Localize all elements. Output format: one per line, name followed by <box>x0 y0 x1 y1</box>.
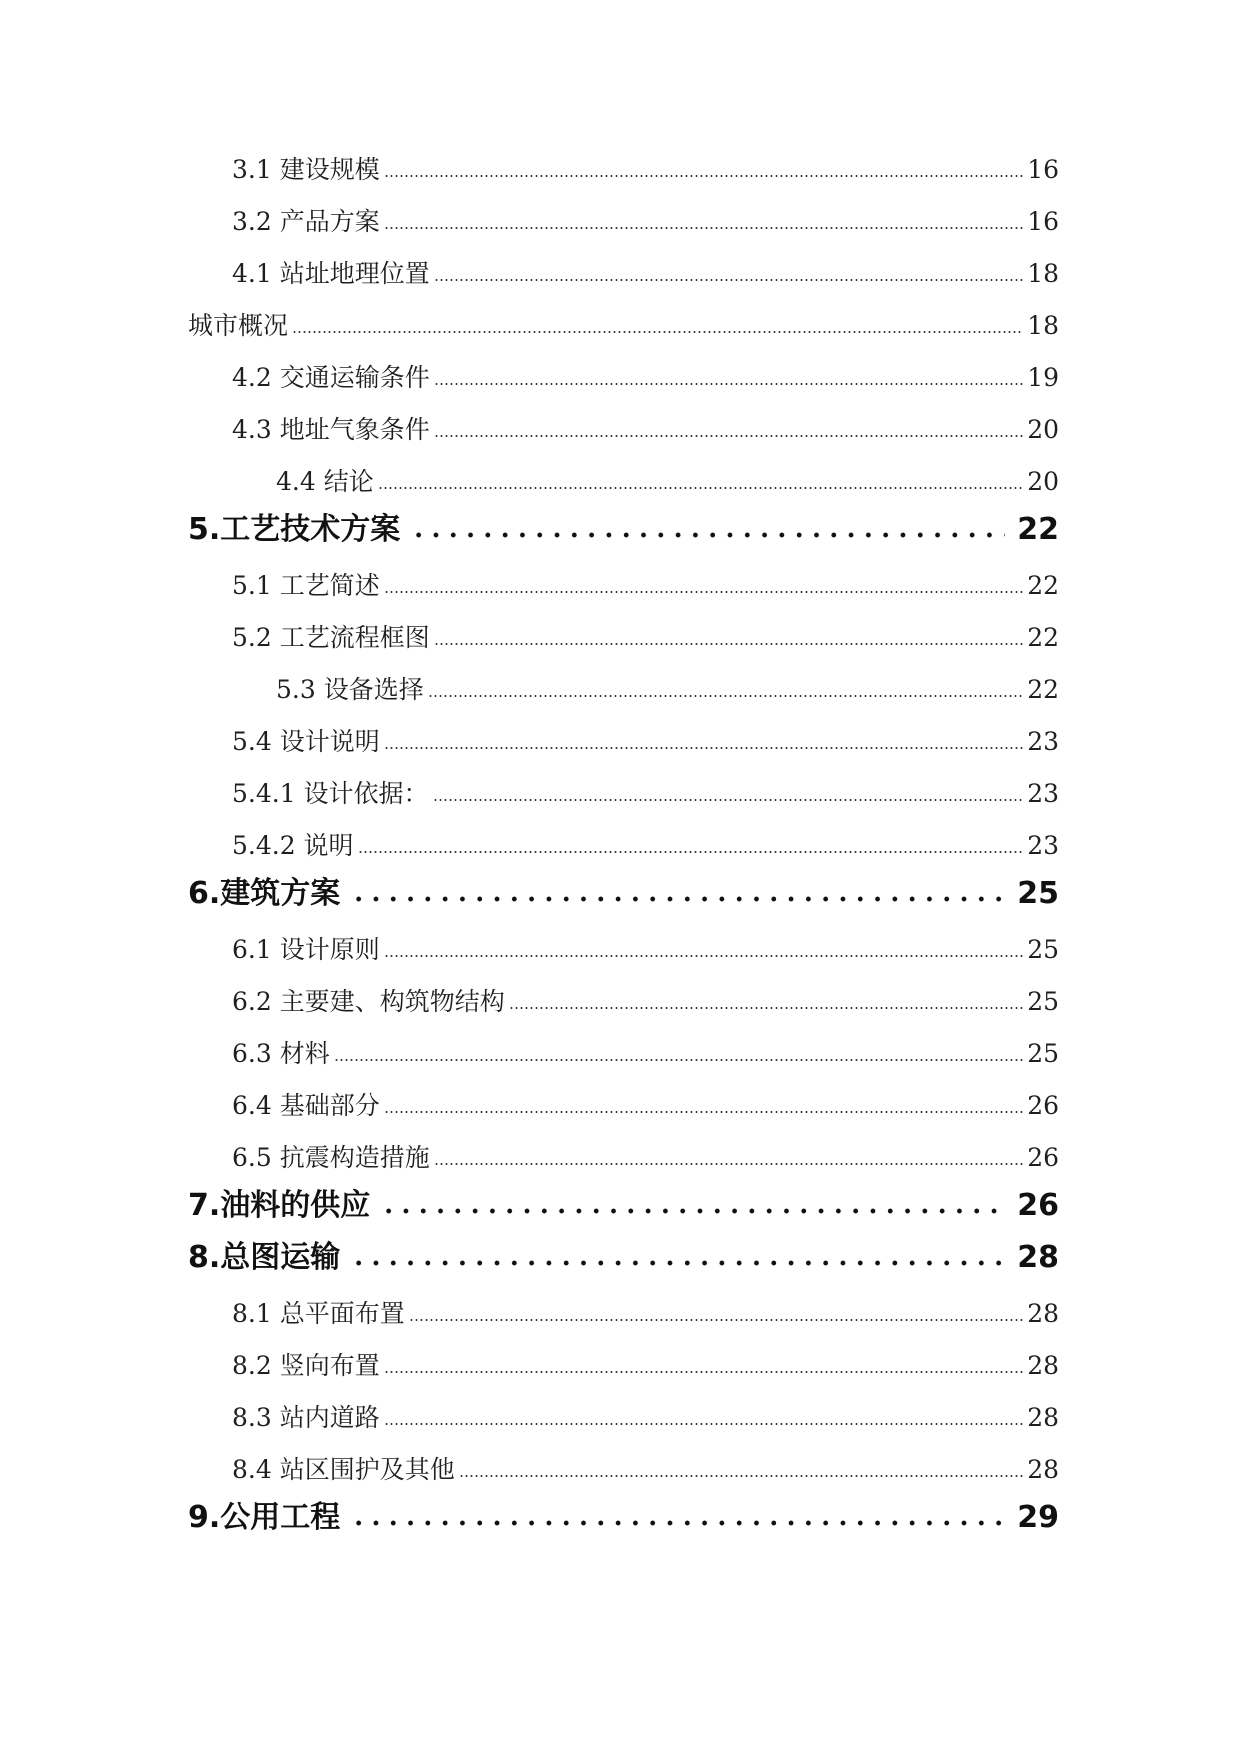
toc-chapter-entry[interactable] <box>188 1496 1059 1536</box>
dot-leader <box>350 1519 1005 1527</box>
toc-entry[interactable] <box>232 405 1059 445</box>
toc-entry-page: 22 <box>1027 571 1059 600</box>
toc-entry[interactable] <box>232 1289 1059 1329</box>
toc-entry-title: 9.公用工程 <box>188 1500 341 1535</box>
toc-entry-title: 5.1 工艺简述 <box>232 571 380 600</box>
toc-entry-page: 28 <box>1027 1403 1059 1432</box>
toc-entry[interactable] <box>232 717 1059 757</box>
toc-entry[interactable] <box>232 197 1059 237</box>
toc-entry-page: 26 <box>1017 1188 1059 1223</box>
toc-entry-title: 3.1 建设规模 <box>232 155 380 184</box>
toc-entry-page: 19 <box>1027 363 1059 392</box>
toc-entry-title: 4.4 结论 <box>276 467 374 496</box>
toc-entry-title: 8.2 竖向布置 <box>232 1351 380 1380</box>
toc-entry-page: 22 <box>1027 623 1059 652</box>
toc-entry[interactable] <box>232 1029 1059 1069</box>
toc-entry-page: 25 <box>1027 987 1059 1016</box>
toc-entry-title: 6.3 材料 <box>232 1039 330 1068</box>
toc-entry-page: 20 <box>1027 415 1059 444</box>
dot-leader <box>384 1422 1023 1426</box>
dot-leader <box>434 1162 1023 1166</box>
toc-entry[interactable] <box>232 1341 1059 1381</box>
toc-entry-page: 28 <box>1027 1455 1059 1484</box>
toc-entry-title: 6.5 抗震构造措施 <box>232 1143 430 1172</box>
toc-chapter-entry[interactable] <box>188 1236 1059 1276</box>
dot-leader <box>350 895 1005 903</box>
toc-entry-title: 4.3 地址气象条件 <box>232 415 430 444</box>
dot-leader <box>292 330 1023 334</box>
toc-entry[interactable] <box>232 769 1059 809</box>
dot-leader <box>459 1474 1023 1478</box>
toc-entry-title: 3.2 产品方案 <box>232 207 380 236</box>
toc-entry-title: 8.1 总平面布置 <box>232 1299 405 1328</box>
toc-entry-page: 23 <box>1027 727 1059 756</box>
toc-entry-page: 25 <box>1027 1039 1059 1068</box>
dot-leader <box>378 486 1023 490</box>
toc-entry[interactable] <box>276 457 1059 497</box>
toc-entry-title: 5.3 设备选择 <box>276 675 424 704</box>
toc-entry-page: 18 <box>1027 259 1059 288</box>
toc-entry-title: 城市概况 <box>188 311 289 340</box>
toc-entry-title: 6.建筑方案 <box>188 876 341 911</box>
toc-entry[interactable] <box>232 821 1059 861</box>
toc-entry[interactable] <box>232 353 1059 393</box>
toc-chapter-entry[interactable] <box>188 508 1059 548</box>
dot-leader <box>410 531 1005 539</box>
toc-chapter-entry[interactable] <box>188 872 1059 912</box>
dot-leader <box>434 382 1023 386</box>
toc-entry[interactable] <box>232 925 1059 965</box>
toc-entry-title: 5.4 设计说明 <box>232 727 380 756</box>
dot-leader <box>384 590 1023 594</box>
toc-entry-page: 28 <box>1027 1299 1059 1328</box>
toc-entry-page: 23 <box>1027 779 1059 808</box>
toc-entry-title: 8.3 站内道路 <box>232 1403 380 1432</box>
toc-entry-page: 22 <box>1027 675 1059 704</box>
dot-leader <box>358 850 1024 854</box>
toc-entry-page: 20 <box>1027 467 1059 496</box>
toc-entry[interactable] <box>232 1081 1059 1121</box>
toc-entry[interactable] <box>232 613 1059 653</box>
toc-entry-page: 25 <box>1017 876 1059 911</box>
dot-leader <box>384 1110 1023 1114</box>
toc-entry[interactable] <box>232 1133 1059 1173</box>
dot-leader <box>434 278 1023 282</box>
toc-entry[interactable] <box>232 145 1059 185</box>
toc-entry-page: 16 <box>1027 207 1059 236</box>
toc-entry-page: 26 <box>1027 1091 1059 1120</box>
toc-entry-title: 4.1 站址地理位置 <box>232 259 430 288</box>
dot-leader <box>434 642 1023 646</box>
dot-leader <box>428 694 1023 698</box>
toc-entry-title: 6.4 基础部分 <box>232 1091 380 1120</box>
toc-entry-page: 28 <box>1027 1351 1059 1380</box>
toc-entry-page: 28 <box>1017 1240 1059 1275</box>
toc-entry-title: 7.油料的供应 <box>188 1188 371 1223</box>
toc-chapter-entry[interactable] <box>188 1184 1059 1224</box>
toc-entry-title: 8.4 站区围护及其他 <box>232 1455 455 1484</box>
dot-leader <box>433 798 1024 802</box>
toc-entry-page: 26 <box>1027 1143 1059 1172</box>
toc-entry-page: 25 <box>1027 935 1059 964</box>
toc-entry[interactable] <box>232 1393 1059 1433</box>
dot-leader <box>509 1006 1023 1010</box>
toc-entry[interactable] <box>232 977 1059 1017</box>
dot-leader <box>350 1259 1005 1267</box>
toc-entry[interactable] <box>232 561 1059 601</box>
toc-entry[interactable] <box>188 301 1059 341</box>
toc-entry[interactable] <box>276 665 1059 705</box>
dot-leader <box>384 954 1023 958</box>
dot-leader <box>334 1058 1023 1062</box>
toc-entry[interactable] <box>232 1445 1059 1485</box>
toc-entry-page: 16 <box>1027 155 1059 184</box>
toc-entry-page: 23 <box>1027 831 1059 860</box>
toc-entry-title: 5.4.2 说明 <box>232 831 354 860</box>
dot-leader <box>384 174 1023 178</box>
dot-leader <box>384 226 1023 230</box>
toc-entry-title: 5.4.1 设计依据： <box>232 779 429 808</box>
toc-entry-page: 29 <box>1017 1500 1059 1535</box>
toc-entry-title: 6.2 主要建、构筑物结构 <box>232 987 505 1016</box>
toc-entry-title: 5.2 工艺流程框图 <box>232 623 430 652</box>
toc-entry-title: 4.2 交通运输条件 <box>232 363 430 392</box>
toc-entry-title: 8.总图运输 <box>188 1240 341 1275</box>
toc-entry-title: 6.1 设计原则 <box>232 935 380 964</box>
toc-entry-title: 5.工艺技术方案 <box>188 512 401 547</box>
dot-leader <box>434 434 1023 438</box>
toc-entry-page: 22 <box>1017 512 1059 547</box>
dot-leader <box>384 1370 1023 1374</box>
toc-entry[interactable] <box>232 249 1059 289</box>
dot-leader <box>409 1318 1023 1322</box>
dot-leader <box>380 1207 1005 1215</box>
dot-leader <box>384 746 1023 750</box>
toc-entry-page: 18 <box>1027 311 1059 340</box>
